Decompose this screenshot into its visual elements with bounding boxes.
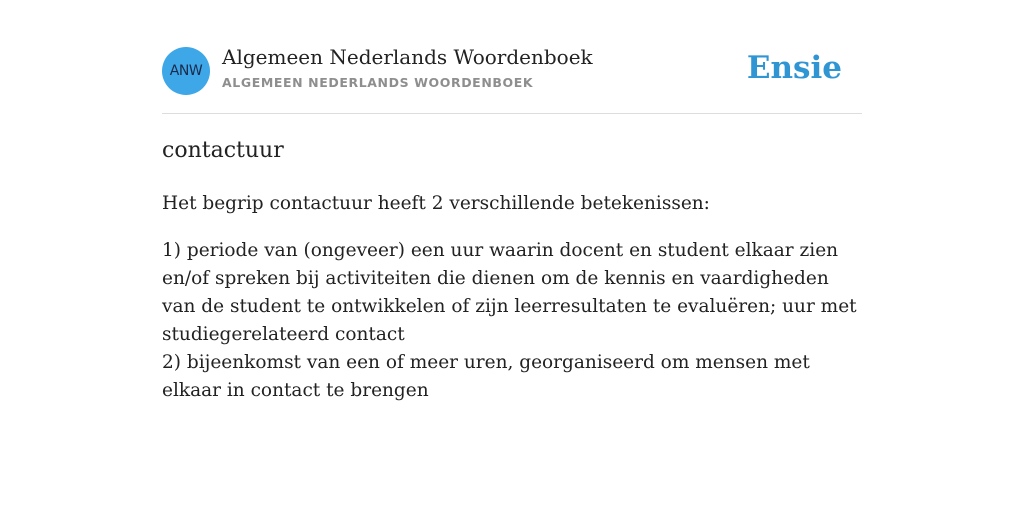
ensie-brand-logo[interactable]: Ensie bbox=[746, 50, 842, 86]
entry-term: contactuur bbox=[162, 138, 284, 163]
logo-text: ANW bbox=[169, 63, 203, 79]
entry-card bbox=[162, 0, 862, 401]
definition-item: 1) periode van (ongeveer) een uur waarin docent en student elkaar zien en/of spreken bij activiteiten die dienen om de kennis en vaardigheden van de student te ontwikkelen of zijn leerresultaten te evaluëren; uur met studiegerelateerd contact bbox=[162, 240, 857, 345]
source-header bbox=[162, 0, 862, 114]
definition-item: 2) bijeenkomst van een of meer uren, georganiseerd om mensen met elkaar in contact te brengen bbox=[162, 352, 810, 401]
entry-intro: Het begrip contactuur heeft 2 verschillende betekenissen: bbox=[162, 193, 710, 214]
source-subtitle: ALGEMEEN NEDERLANDS WOORDENBOEK bbox=[222, 75, 534, 90]
definition-list bbox=[162, 237, 862, 405]
source-title[interactable]: Algemeen Nederlands Woordenboek bbox=[222, 45, 593, 69]
anw-logo[interactable] bbox=[162, 47, 210, 95]
